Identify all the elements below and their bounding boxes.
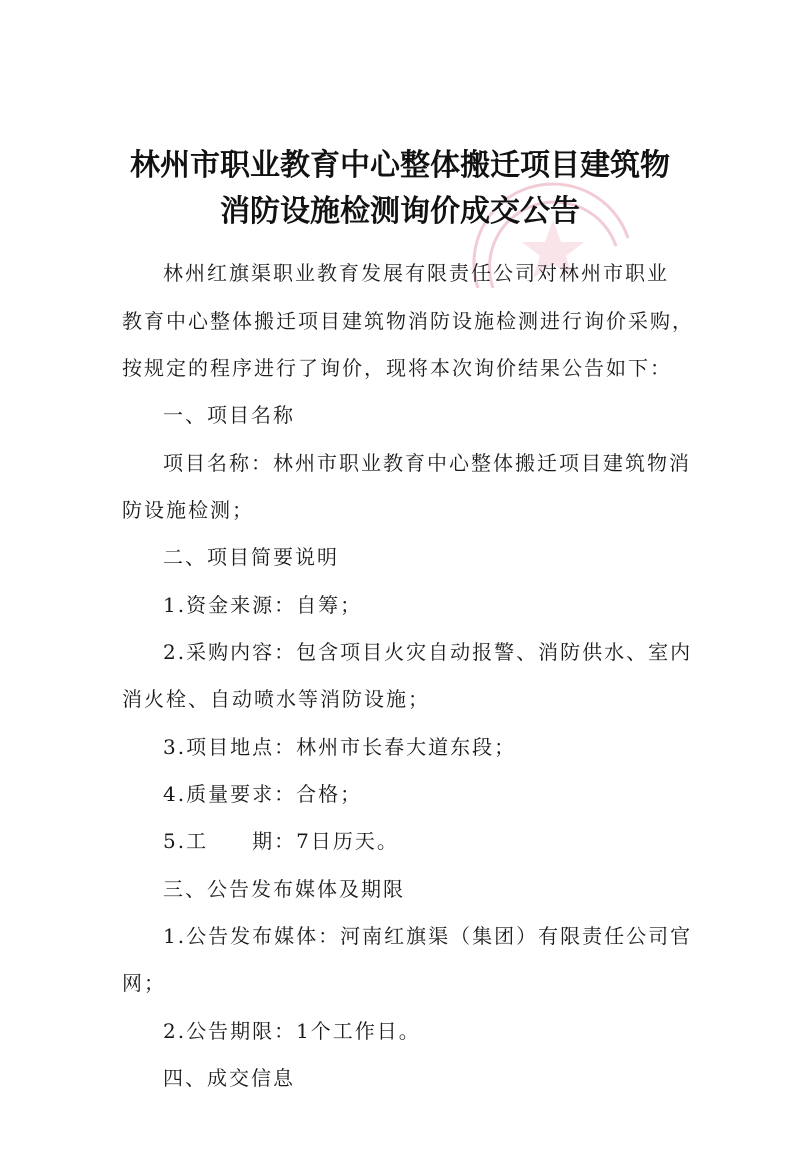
- project-name-line-1: 项目名称：林州市职业教育中心整体搬迁项目建筑物消: [163, 451, 691, 475]
- publish-media-line-2: 网；: [122, 971, 166, 995]
- procurement-content-line-2: 消火栓、自动喷水等消防设施；: [122, 687, 430, 711]
- section-1-heading: 一、项目名称: [163, 403, 295, 427]
- quality-requirement-item: 4.质量要求：合格；: [163, 782, 363, 806]
- publish-period-item: 2.公告期限：1个工作日。: [163, 1019, 421, 1043]
- publish-media-line-1: 1.公告发布媒体：河南红旗渠（集团）有限责任公司官: [163, 924, 693, 948]
- document-title-line-1: 林州市职业教育中心整体搬迁项目建筑物: [130, 148, 670, 183]
- intro-line-1: 林州红旗渠职业教育发展有限责任公司对林州市职业: [163, 261, 669, 285]
- funding-source-item: 1.资金来源：自筹；: [163, 593, 363, 617]
- project-location-item: 3.项目地点：林州市长春大道东段；: [163, 735, 517, 759]
- duration-value: 7日历天。: [296, 829, 399, 853]
- duration-item: [163, 828, 399, 854]
- section-4-heading: 四、成交信息: [163, 1066, 295, 1090]
- document-title-line-2: 消防设施检测询价成交公告: [220, 194, 580, 229]
- duration-label: 5.工 期：: [163, 829, 297, 853]
- project-name-line-2: 防设施检测；: [122, 498, 254, 522]
- procurement-content-line-1: 2.采购内容：包含项目火灾自动报警、消防供水、室内: [163, 640, 693, 664]
- intro-line-2: 教育中心整体搬迁项目建筑物消防设施检测进行询价采购，: [122, 309, 694, 333]
- section-2-heading: 二、项目简要说明: [163, 545, 339, 569]
- intro-line-3: 按规定的程序进行了询价，现将本次询价结果公告如下：: [122, 356, 672, 380]
- section-3-heading: 三、公告发布媒体及期限: [163, 877, 405, 901]
